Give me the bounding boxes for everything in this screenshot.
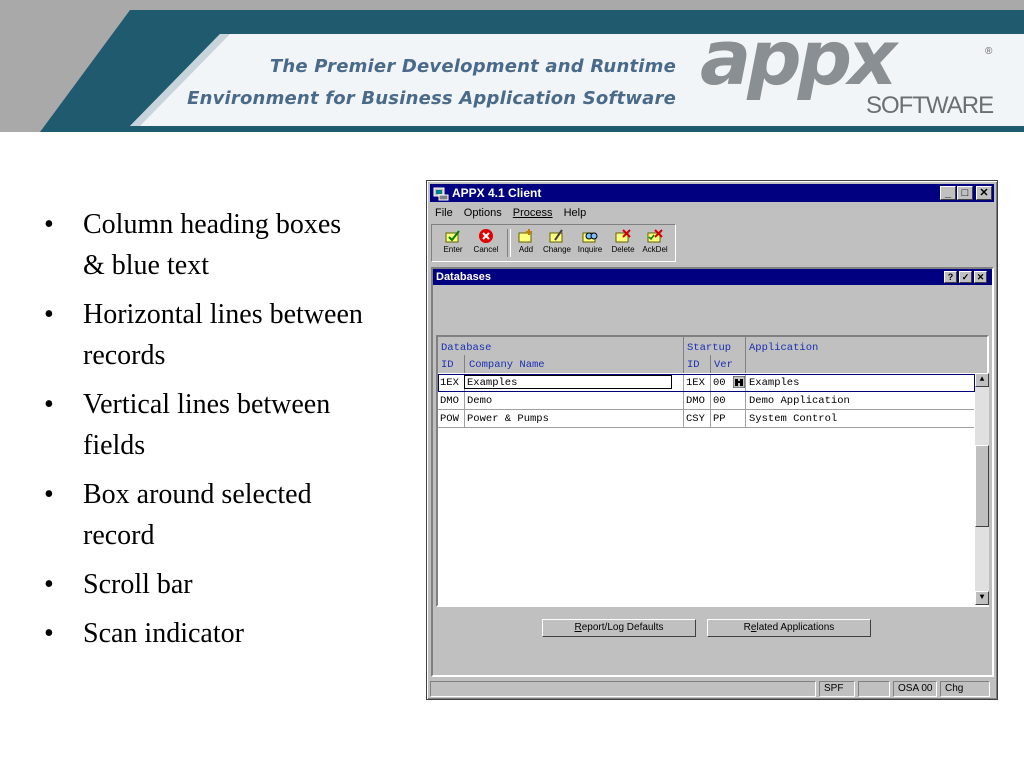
header-company-name: Company Name — [469, 359, 545, 371]
slide-banner — [0, 0, 1024, 132]
header-application: Application — [749, 342, 819, 354]
header-divider — [745, 337, 746, 373]
header-startup: Startup — [687, 342, 732, 354]
window-title: APPX 4.1 Client — [452, 186, 542, 200]
cell-startup-id: 1EX — [686, 377, 705, 389]
help-button[interactable]: ? — [944, 271, 957, 283]
header-id: ID — [441, 359, 454, 371]
add-button[interactable]: Add — [510, 228, 542, 254]
cell-startup-id: CSY — [686, 413, 705, 425]
cell-company: Power & Pumps — [467, 413, 549, 425]
enter-icon — [444, 228, 462, 244]
header-divider — [464, 355, 465, 373]
cell-id: POW — [440, 413, 459, 425]
column-header — [438, 337, 987, 373]
inquire-icon — [581, 228, 599, 244]
scroll-down-button[interactable]: ▼ — [975, 591, 989, 605]
delete-icon — [614, 228, 632, 244]
minimize-button[interactable]: _ — [940, 186, 956, 200]
ackdel-icon — [646, 228, 664, 244]
bullet-item: • Box around selected record — [44, 479, 312, 551]
databases-grid — [436, 335, 989, 607]
cell-startup-ver: 00 — [713, 377, 726, 389]
cell-company[interactable]: Examples — [467, 377, 518, 389]
status-message — [430, 681, 816, 697]
toolbar — [431, 224, 676, 262]
status-spf: SPF — [819, 681, 855, 697]
table-row[interactable] — [438, 410, 974, 428]
appx-app-icon — [433, 185, 449, 201]
cell-startup-ver: 00 — [713, 395, 726, 407]
ok-button[interactable]: ✓ — [959, 271, 972, 283]
cell-startup-ver: PP — [713, 413, 726, 425]
window-titlebar[interactable] — [430, 184, 994, 202]
cell-id: DMO — [440, 395, 459, 407]
menu-help[interactable]: Help — [563, 207, 587, 219]
databases-title: Databases — [436, 271, 492, 283]
appx-logo-software: SOFTWARE — [866, 92, 994, 119]
cancel-icon — [477, 228, 495, 244]
menu-process[interactable]: Process — [512, 207, 553, 219]
bullet-list — [38, 204, 368, 662]
status-empty — [858, 681, 890, 697]
delete-button[interactable]: Delete — [607, 228, 639, 254]
add-icon — [517, 228, 535, 244]
cell-id: 1EX — [440, 377, 459, 389]
scroll-up-button[interactable]: ▲ — [975, 373, 989, 387]
tagline-line-1: The Premier Development and Runtime — [269, 56, 676, 77]
vertical-scrollbar[interactable] — [975, 373, 989, 605]
table-row[interactable] — [438, 374, 974, 392]
maximize-button[interactable]: □ — [957, 186, 973, 200]
report-log-defaults-button[interactable]: Report/Log Defaults — [542, 619, 696, 637]
status-bar — [430, 681, 994, 698]
scan-indicator-icon[interactable] — [733, 376, 745, 388]
scroll-thumb[interactable] — [975, 445, 989, 527]
databases-panel — [431, 267, 994, 677]
bullet-item: • Scroll bar — [44, 569, 193, 600]
bullet-item: • Scan indicator — [44, 618, 244, 649]
menu-options[interactable]: Options — [463, 207, 502, 219]
panel-close-button[interactable]: ✕ — [974, 271, 987, 283]
header-startup-ver: Ver — [714, 359, 733, 371]
cancel-button[interactable]: Cancel — [470, 228, 502, 254]
menu-bar — [431, 205, 590, 223]
cell-company: Demo — [467, 395, 493, 407]
status-osa: OSA 00 — [893, 681, 937, 697]
change-button[interactable]: Change — [541, 228, 573, 254]
menu-file[interactable]: File — [435, 207, 453, 219]
appx-client-window — [426, 180, 998, 700]
header-divider — [710, 355, 711, 373]
registered-mark: ® — [985, 46, 993, 57]
enter-button[interactable]: Enter — [437, 228, 469, 254]
tagline-line-2: Environment for Business Application Software — [187, 88, 676, 109]
inquire-button[interactable]: Inquire — [574, 228, 606, 254]
bullet-item: • Column heading boxes & blue text — [44, 209, 342, 281]
ackdel-button[interactable]: AckDel — [639, 228, 671, 254]
status-mode: Chg — [940, 681, 990, 697]
header-divider — [683, 337, 684, 373]
cell-application: Demo Application — [749, 395, 850, 407]
bullet-item: • Horizontal lines between records — [44, 299, 363, 371]
cell-application: Examples — [749, 377, 800, 389]
header-database: Database — [441, 342, 492, 354]
related-applications-button[interactable]: Related Applications — [707, 619, 871, 637]
appx-logo: appx — [700, 13, 894, 102]
close-button[interactable]: ✕ — [976, 186, 992, 200]
table-row[interactable] — [438, 392, 974, 410]
cell-application: System Control — [749, 413, 838, 425]
header-startup-id: ID — [687, 359, 700, 371]
databases-titlebar — [433, 269, 992, 285]
cell-startup-id: DMO — [686, 395, 705, 407]
bullet-item: • Vertical lines between fields — [44, 389, 331, 461]
change-icon — [548, 228, 566, 244]
